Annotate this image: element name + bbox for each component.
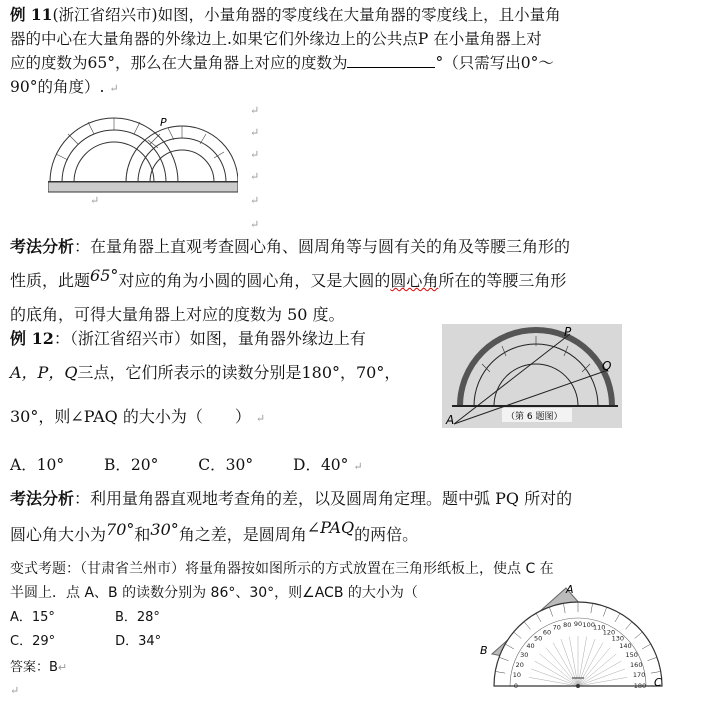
variant-answer: 答案：B↵ xyxy=(10,660,68,675)
scale-label: 60 xyxy=(542,628,552,637)
scale-label: 130 xyxy=(611,634,625,643)
fig-label-c: C xyxy=(654,676,662,689)
scale-label: 40 xyxy=(526,642,535,651)
para-mark: ↵ xyxy=(250,126,260,139)
analysis1-line1: 考法分析：在量角器上直观考查圆心角、圆周角等与圆有关的角及等腰三角形的 xyxy=(10,237,571,256)
fig-caption: （第 6 题图） xyxy=(506,412,563,422)
fig-label-b: B xyxy=(480,644,488,657)
option-c[interactable]: C．30° xyxy=(198,456,254,474)
para-mark: ↵ xyxy=(90,194,100,207)
scale-label: 0 xyxy=(513,682,519,690)
ex12-options: A．10° B．20° C．30° D．40° ↵ xyxy=(10,456,363,474)
scale-label: 140 xyxy=(619,642,632,651)
ex12-line3: 30°，则∠PAQ 的大小为（ ） ↵ xyxy=(10,407,266,426)
variant-line2: 半圆上．点 A、B 的读数分别为 86°、30°，则∠ACB 的大小为（ xyxy=(10,585,418,601)
option-b[interactable]: B．20° xyxy=(104,456,159,474)
variant-option-b[interactable]: B．28° xyxy=(114,610,160,625)
scale-label: 180 xyxy=(633,682,647,690)
para-mark: ↵ xyxy=(250,218,260,231)
ex12-line1: 例 12：（浙江省绍兴市）如图，量角器外缘边上有 xyxy=(10,329,366,348)
scale-label: 70 xyxy=(552,623,561,632)
variant-option-a[interactable]: A．15° xyxy=(10,610,55,625)
analysis1-line2: 性质，此题65°对应的角为小圆的圆心角，又是大圆的圆心角所在的等腰三角形 xyxy=(10,266,567,290)
option-d[interactable]: D．40° xyxy=(293,456,349,474)
fig-label-a: A xyxy=(566,583,574,596)
variant-option-c[interactable]: C．29° xyxy=(10,634,56,649)
fig-label-p: P xyxy=(564,325,572,339)
para-mark: ↵ xyxy=(10,684,20,697)
ex11-label: 例 11 xyxy=(10,5,53,24)
para-mark: ↵ xyxy=(250,104,260,117)
ex11-protractor-figure xyxy=(48,114,238,196)
variant-option-d[interactable]: D．34° xyxy=(115,634,162,649)
fig-label-q: Q xyxy=(602,359,612,373)
analysis1-label: 考法分析 xyxy=(10,237,75,256)
scale-label: 170 xyxy=(632,671,646,680)
variant-line1: 变式考题：（甘肃省兰州市）将量角器按如图所示的方式放置在三角形纸板上，使点 C 在 xyxy=(10,561,554,577)
ex11-line4: 90°的角度）. ↵ xyxy=(10,78,119,96)
scale-label: 160 xyxy=(630,660,643,669)
option-a[interactable]: A．10° xyxy=(10,456,65,474)
scale-label: 100 xyxy=(582,620,595,629)
fig-label-a: A xyxy=(446,413,455,427)
para-mark: ↵ xyxy=(250,194,260,207)
ex11-line2: 器的中心在大量角器的外缘边上.如果它们外缘边上的公共点P 在小量角器上对 xyxy=(10,30,542,48)
fig-label-p: P xyxy=(160,116,167,129)
analysis2-line2: 圆心角大小为70°和30°角之差，是圆周角∠PAQ的两倍。 xyxy=(10,518,419,544)
analysis2-label: 考法分析 xyxy=(10,489,75,508)
scale-label: 30 xyxy=(520,651,529,659)
analysis2-line1: 考法分析：利用量角器直观地考查角的差，以及圆周角定理。题中弧 PQ 所对的 xyxy=(10,489,573,508)
analysis1-line3: 的底角，可得大量角器上对应的度数为 50 度。 xyxy=(10,305,345,324)
variant-options-row1 xyxy=(10,606,160,625)
ex11-line1: 例 11(浙江省绍兴市)如图，小量角器的零度线在大量角器的零度线上，且小量角 xyxy=(10,5,561,24)
para-mark: ↵ xyxy=(250,170,260,183)
para-mark: ↵ xyxy=(250,148,260,161)
scale-label: 20 xyxy=(515,660,524,669)
scale-label: 110 xyxy=(592,623,606,632)
scale-label: 80 xyxy=(563,620,572,629)
scale-label: 150 xyxy=(625,651,638,659)
ex12-label: 例 12 xyxy=(10,329,54,348)
ex11-line3: 应的度数为65°，那么在大量角器上对应的度数为 °（只需写出0°～ xyxy=(10,54,554,72)
scale-label: 90 xyxy=(573,620,583,628)
answer-blank[interactable] xyxy=(347,53,435,68)
scale-label: 120 xyxy=(602,628,616,637)
scale-label: 10 xyxy=(512,671,522,680)
variant-figure xyxy=(476,582,672,694)
ex12-line2: A，P，Q三点，它们所表示的读数分别是180°，70°， xyxy=(10,363,401,382)
scale-label: 50 xyxy=(534,634,543,643)
variant-options-row2 xyxy=(10,630,161,649)
ex12-protractor-figure xyxy=(442,324,622,428)
